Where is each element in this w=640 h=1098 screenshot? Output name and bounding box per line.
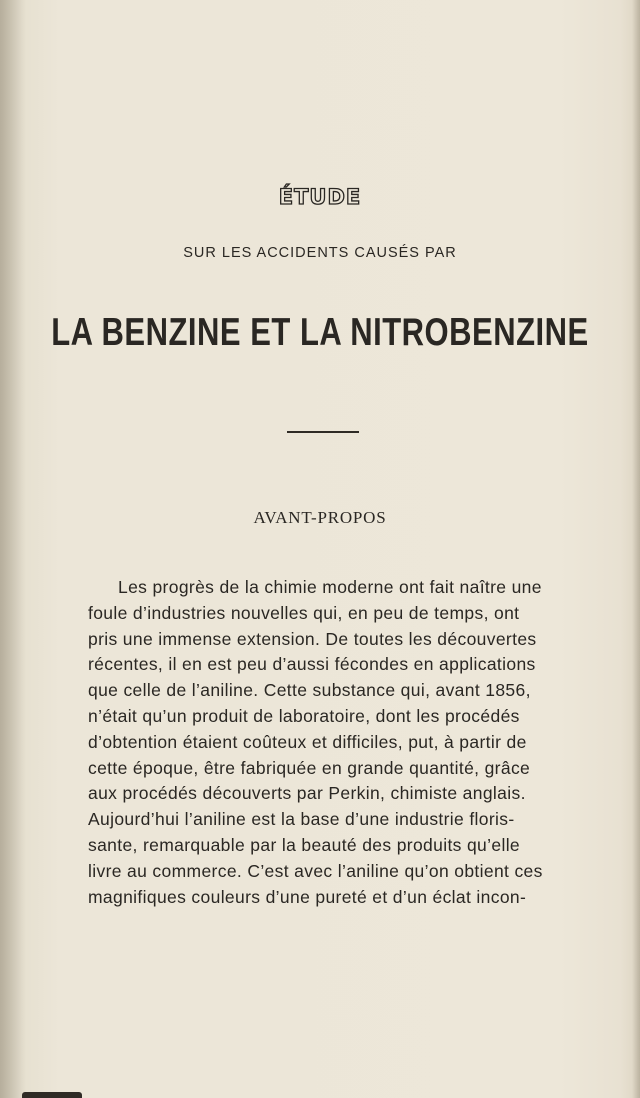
- binding-mark: [22, 1092, 82, 1098]
- body-line: Aujourd’hui l’aniline est la base d’une industrie floris-: [88, 809, 515, 830]
- body-line: d’obtention étaient coûteux et difficiles, put, à partir de: [88, 731, 527, 752]
- page-edge: [632, 0, 640, 1098]
- spine-shadow: [0, 0, 26, 1098]
- title-etude: ÉTUDE: [278, 185, 362, 209]
- body-line: pris une immense extension. De toutes les découvertes: [88, 628, 537, 649]
- decorative-rule: [287, 431, 359, 433]
- body-line: Les progrès de la chimie moderne ont fait naître une: [118, 577, 542, 597]
- body-line: n’était qu’un produit de laboratoire, dont les procédés: [88, 705, 520, 726]
- subtitle: SUR LES ACCIDENTS CAUSÉS PAR: [183, 245, 457, 261]
- main-title: LA BENZINE ET LA NITROBENZINE: [51, 310, 589, 354]
- body-line: livre au commerce. C’est avec l’aniline qu’on obtient ces: [88, 860, 543, 881]
- section-heading: AVANT-PROPOS: [253, 508, 387, 527]
- body-line: que celle de l’aniline. Cette substance qui, avant 1856,: [88, 680, 531, 701]
- body-line: récentes, il en est peu d’aussi fécondes en applications: [88, 654, 536, 675]
- body-line: sante, remarquable par la beauté des produits qu’elle: [88, 834, 521, 855]
- body-line: aux procédés découverts par Perkin, chimiste anglais.: [88, 783, 526, 804]
- body-paragraph: [88, 575, 632, 910]
- body-line: magnifiques couleurs d’une pureté et d’un éclat incon-: [88, 886, 527, 907]
- body-line: foule d’industries nouvelles qui, en peu de temps, ont: [88, 602, 520, 623]
- body-line: cette époque, être fabriquée en grande quantité, grâce: [88, 757, 531, 778]
